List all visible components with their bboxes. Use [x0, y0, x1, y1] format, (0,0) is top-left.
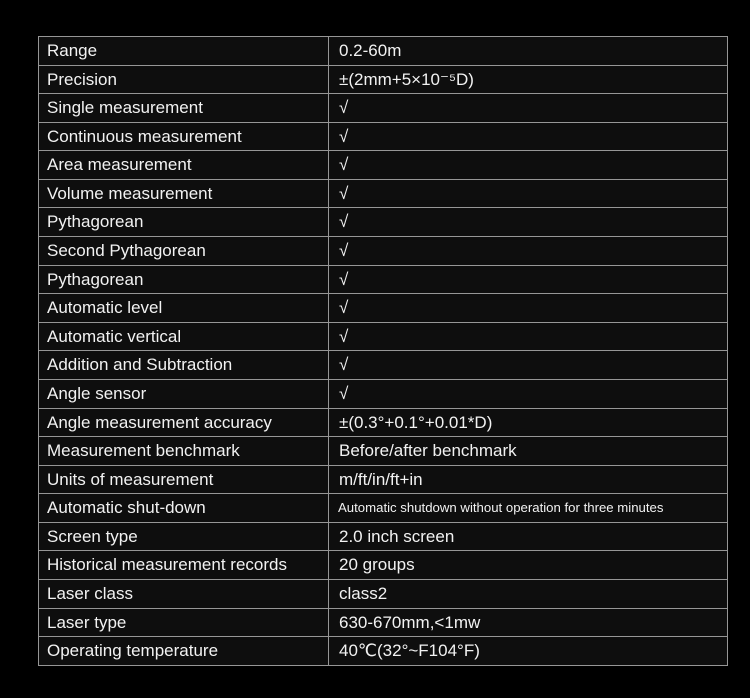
table-row	[39, 494, 728, 523]
spec-value: √	[329, 351, 728, 380]
spec-value: 630-670mm,<1mw	[329, 608, 728, 637]
spec-label: Angle sensor	[39, 379, 329, 408]
spec-label: Volume measurement	[39, 179, 329, 208]
table-row	[39, 322, 728, 351]
spec-value: 0.2-60m	[329, 37, 728, 66]
spec-label: Units of measurement	[39, 465, 329, 494]
table-row	[39, 522, 728, 551]
spec-table	[38, 36, 728, 666]
table-row	[39, 179, 728, 208]
spec-label: Laser type	[39, 608, 329, 637]
spec-label: Pythagorean	[39, 208, 329, 237]
spec-value: √	[329, 179, 728, 208]
table-row	[39, 151, 728, 180]
table-row	[39, 294, 728, 323]
spec-value: √	[329, 151, 728, 180]
spec-label: Pythagorean	[39, 265, 329, 294]
spec-value: √	[329, 94, 728, 123]
spec-value: class2	[329, 579, 728, 608]
spec-label: Laser class	[39, 579, 329, 608]
spec-label: Historical measurement records	[39, 551, 329, 580]
spec-value: √	[329, 122, 728, 151]
spec-label: Measurement benchmark	[39, 437, 329, 466]
table-row	[39, 351, 728, 380]
spec-label: Automatic shut-down	[39, 494, 329, 523]
spec-label: Precision	[39, 65, 329, 94]
spec-value: ±(0.3°+0.1°+0.01*D)	[329, 408, 728, 437]
table-row	[39, 94, 728, 123]
table-row	[39, 608, 728, 637]
spec-table-body	[39, 37, 728, 666]
spec-label: Continuous measurement	[39, 122, 329, 151]
spec-value: 40℃(32°~F104°F)	[329, 637, 728, 666]
spec-label: Single measurement	[39, 94, 329, 123]
table-row	[39, 465, 728, 494]
table-row	[39, 437, 728, 466]
spec-label: Addition and Subtraction	[39, 351, 329, 380]
spec-value: √	[329, 379, 728, 408]
table-row	[39, 65, 728, 94]
spec-value: √	[329, 322, 728, 351]
spec-value: Before/after benchmark	[329, 437, 728, 466]
spec-value: m/ft/in/ft+in	[329, 465, 728, 494]
spec-label: Area measurement	[39, 151, 329, 180]
spec-label: Automatic vertical	[39, 322, 329, 351]
table-row	[39, 379, 728, 408]
table-row	[39, 265, 728, 294]
spec-value: Automatic shutdown without operation for three minutes	[329, 494, 728, 523]
table-row	[39, 37, 728, 66]
spec-value: √	[329, 208, 728, 237]
table-row	[39, 579, 728, 608]
spec-label: Range	[39, 37, 329, 66]
spec-value: √	[329, 237, 728, 266]
spec-label: Screen type	[39, 522, 329, 551]
spec-label: Operating temperature	[39, 637, 329, 666]
table-row	[39, 237, 728, 266]
table-row	[39, 208, 728, 237]
table-row	[39, 637, 728, 666]
spec-value: ±(2mm+5×10⁻⁵D)	[329, 65, 728, 94]
spec-label: Angle measurement accuracy	[39, 408, 329, 437]
table-row	[39, 551, 728, 580]
spec-value: 20 groups	[329, 551, 728, 580]
table-row	[39, 122, 728, 151]
spec-label: Second Pythagorean	[39, 237, 329, 266]
spec-value: 2.0 inch screen	[329, 522, 728, 551]
spec-value: √	[329, 265, 728, 294]
spec-label: Automatic level	[39, 294, 329, 323]
table-row	[39, 408, 728, 437]
spec-value: √	[329, 294, 728, 323]
